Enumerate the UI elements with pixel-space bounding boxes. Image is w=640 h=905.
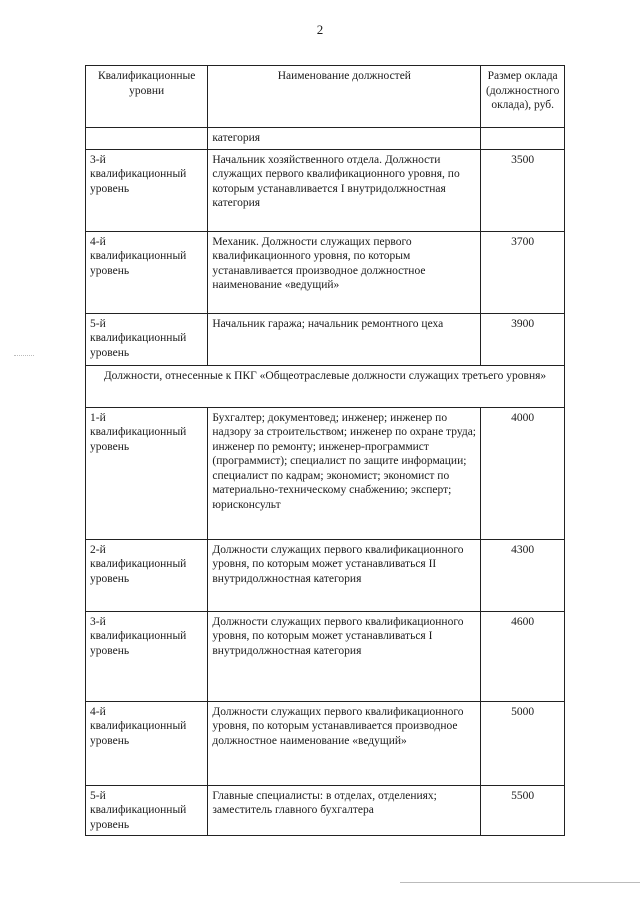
group-header-row bbox=[86, 365, 565, 407]
table-header-row bbox=[86, 66, 565, 128]
table-row bbox=[86, 539, 565, 611]
table-row bbox=[86, 313, 565, 365]
header-level: Квалификационные уровни bbox=[86, 66, 208, 128]
row-salary: 3500 bbox=[481, 149, 565, 231]
scan-edge-line bbox=[400, 882, 640, 883]
row-position: Должности служащих первого квалификационного уровня, по которым устанавливается производное должностное наименование «ведущий» bbox=[208, 701, 481, 785]
table-row bbox=[86, 701, 565, 785]
row-salary: 3900 bbox=[481, 313, 565, 365]
table-row bbox=[86, 611, 565, 701]
row-position: категория bbox=[208, 128, 481, 150]
row-level bbox=[86, 128, 208, 150]
table-row bbox=[86, 407, 565, 539]
row-salary: 5500 bbox=[481, 785, 565, 836]
header-position: Наименование должностей bbox=[208, 66, 481, 128]
row-level: 4-й квалификационный уровень bbox=[86, 231, 208, 313]
row-level: 5-й квалификационный уровень bbox=[86, 313, 208, 365]
group-header: Должности, отнесенные к ПКГ «Общеотраслевые должности служащих третьего уровня» bbox=[86, 365, 565, 407]
row-position: Бухгалтер; документовед; инженер; инженер по надзору за строительством; инженер по охране труда; инженер по ремонту; инженер-программист (программист); специалист по защите информации; специалист по кадрам; экономист; экономист по материально-техническому снабжению; эксперт; юрисконсульт bbox=[208, 407, 481, 539]
row-position: Должности служащих первого квалификационного уровня, по которым может устанавливаться II внутридолжностная категория bbox=[208, 539, 481, 611]
table-row bbox=[86, 128, 565, 150]
row-salary: 5000 bbox=[481, 701, 565, 785]
row-level: 3-й квалификационный уровень bbox=[86, 611, 208, 701]
row-position: Механик. Должности служащих первого квалификационного уровня, по которым устанавливается производное должностное наименование «ведущий» bbox=[208, 231, 481, 313]
row-position: Начальник хозяйственного отдела. Должности служащих первого квалификационного уровня, по которым устанавливается I внутридолжностная категория bbox=[208, 149, 481, 231]
row-position: Главные специалисты: в отделах, отделениях; заместитель главного бухгалтера bbox=[208, 785, 481, 836]
header-salary: Размер оклада (должностного оклада), руб. bbox=[481, 66, 565, 128]
row-level: 5-й квалификационный уровень bbox=[86, 785, 208, 836]
row-salary: 4600 bbox=[481, 611, 565, 701]
table-row bbox=[86, 149, 565, 231]
row-salary: 4000 bbox=[481, 407, 565, 539]
row-position: Начальник гаража; начальник ремонтного цеха bbox=[208, 313, 481, 365]
table-row bbox=[86, 231, 565, 313]
row-level: 3-й квалификационный уровень bbox=[86, 149, 208, 231]
salary-table bbox=[85, 65, 565, 836]
row-level: 4-й квалификационный уровень bbox=[86, 701, 208, 785]
row-position: Должности служащих первого квалификационного уровня, по которым может устанавливаться I внутридолжностная категория bbox=[208, 611, 481, 701]
row-level: 1-й квалификационный уровень bbox=[86, 407, 208, 539]
margin-mark bbox=[14, 355, 34, 356]
row-level: 2-й квалификационный уровень bbox=[86, 539, 208, 611]
row-salary: 3700 bbox=[481, 231, 565, 313]
page-number: 2 bbox=[316, 22, 324, 37]
table-row bbox=[86, 785, 565, 836]
row-salary bbox=[481, 128, 565, 150]
row-salary: 4300 bbox=[481, 539, 565, 611]
